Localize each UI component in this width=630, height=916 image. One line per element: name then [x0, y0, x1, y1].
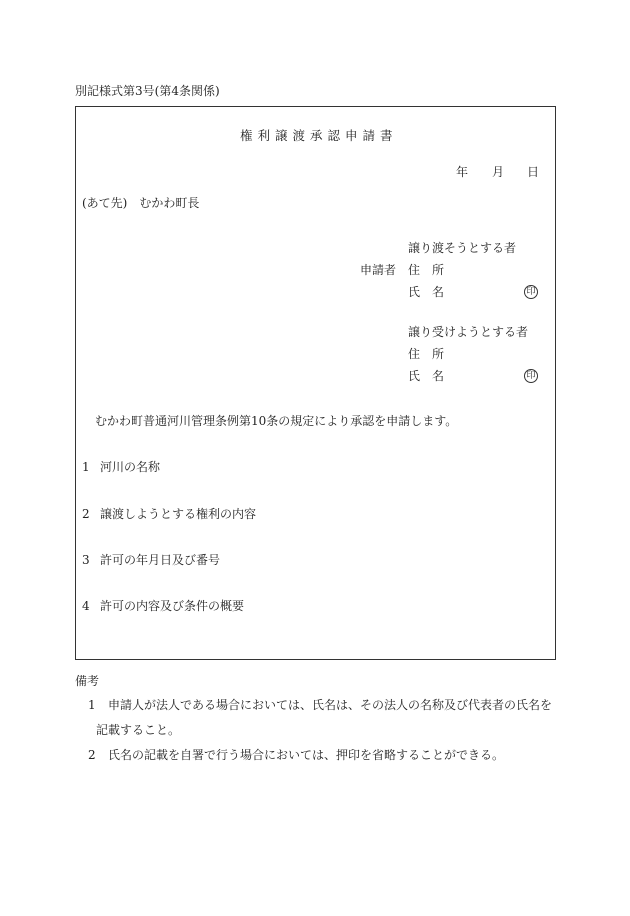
transferor-seal-mark: 印	[524, 285, 538, 299]
transferor-name-label: 氏 名	[408, 285, 445, 299]
item-number: 4	[82, 599, 90, 613]
note-number: 1	[88, 698, 96, 712]
note-text-line: 氏名の記載を自署で行う場合においては、押印を省略することができる。	[108, 748, 505, 762]
notes-heading: 備考	[75, 674, 100, 688]
addressee: (あて先) むかわ町長	[82, 196, 200, 210]
transferor-address-label: 住 所	[408, 263, 445, 277]
item-text: 譲渡しようとする権利の内容	[100, 507, 257, 521]
application-form-box	[75, 106, 556, 660]
item-number: 3	[82, 553, 90, 567]
item-text: 許可の内容及び条件の概要	[100, 599, 245, 613]
date-month-label: 月	[492, 165, 505, 179]
note-text-line: 記載すること。	[96, 723, 181, 737]
transferor-heading: 譲り渡そうとする者	[408, 241, 517, 255]
form-number: 別記様式第3号(第4条関係)	[75, 84, 220, 98]
date-year-label: 年	[456, 165, 469, 179]
application-statement: むかわ町普通河川管理条例第10条の規定により承認を申請します。	[95, 414, 458, 428]
note-number: 2	[88, 748, 96, 762]
transferee-address-label: 住 所	[408, 347, 445, 361]
transferee-seal-mark: 印	[524, 369, 538, 383]
item-text: 河川の名称	[100, 460, 161, 474]
item-number: 1	[82, 460, 90, 474]
transferee-name-label: 氏 名	[408, 369, 445, 383]
date-day-label: 日	[527, 165, 540, 179]
note-text-line: 申請人が法人である場合においては、氏名は、その法人の名称及び代表者の氏名を	[108, 698, 553, 712]
form-title: 権利譲渡承認申請書	[240, 128, 398, 143]
item-text: 許可の年月日及び番号	[100, 553, 221, 567]
transferee-heading: 譲り受けようとする者	[408, 325, 529, 339]
item-number: 2	[82, 507, 90, 521]
applicant-label: 申請者	[360, 263, 397, 277]
